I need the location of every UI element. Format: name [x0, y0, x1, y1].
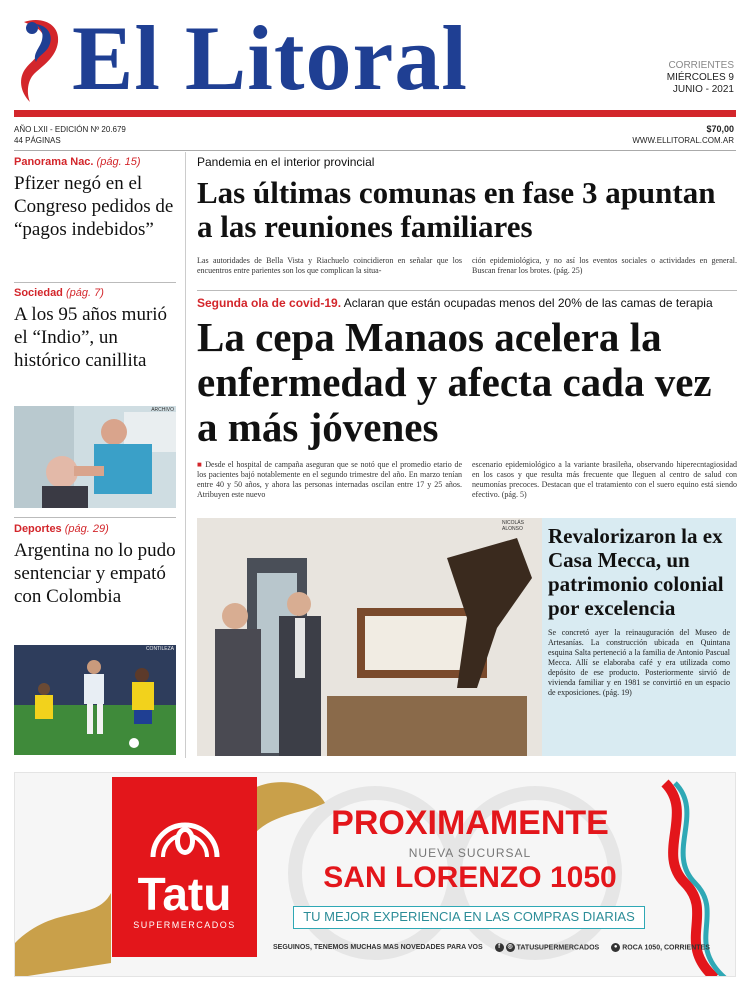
armadillo-logo-icon [149, 797, 221, 861]
edition-day: MIÉRCOLES 9 [666, 72, 734, 83]
story-body [197, 460, 737, 500]
ad-tagline: TU MEJOR EXPERIENCIA EN LAS COMPRAS DIARIAS [293, 906, 645, 929]
page-ref: (pág. 29) [64, 523, 109, 535]
divider [14, 517, 176, 518]
story-cepa-manaos[interactable] [197, 296, 737, 500]
edition-date-box [667, 60, 734, 96]
story-headline[interactable]: La cepa Manaos acelera la enfermedad y afecta cada vez a más jóvenes [197, 314, 712, 450]
photo-credit: CONTILEZA [145, 646, 174, 652]
facebook-icon: f [495, 943, 504, 952]
location-pin-icon: ● [611, 943, 620, 952]
story-body-text: Desde el hospital de campaña aseguran que se notó que el promedio etario de los pacientes bajó notablemente en el segundo trimestre del año. En marzo tenían entre 40 y 50 años, y ahora las personas internadas oscilan entre 17 y 25 años. Atribuyen este nuevo [197, 460, 462, 499]
ad-footer-social[interactable] [495, 943, 600, 952]
ad-footer-location [611, 943, 710, 952]
ad-footer [273, 943, 710, 952]
story-body [197, 256, 737, 276]
ad-address: SAN LORENZO 1050 [323, 861, 617, 894]
story-body-col-1 [197, 460, 462, 500]
ad-brand-name: Tatu [137, 868, 232, 920]
newspaper-title: El Litoral [72, 7, 468, 109]
section-label [14, 523, 176, 535]
website-link[interactable]: WWW.ELLITORAL.COM.AR [632, 136, 734, 145]
price-info [632, 124, 734, 146]
story-headline[interactable]: Pfizer negó en el Congreso pedidos de “pagos indebidos” [14, 173, 174, 240]
divider [14, 282, 176, 283]
masthead-red-rule [14, 110, 736, 117]
story-body-col-2: escenario epidemiológico a la variante brasileña, observando hiperecntagiosidad en los casos y que resulta más frecuente que lleguen al centro de salud con neumonías precoces. Destacan que el tratamiento con el suero equino está siendo efectivo. (pág. 5) [472, 460, 737, 499]
section-name: Deportes [14, 523, 62, 535]
story-casa-mecca[interactable] [542, 518, 736, 756]
page-count: 44 PÁGINAS [14, 136, 61, 145]
left-story-deportes[interactable] [14, 523, 176, 608]
photo-credit: NICOLÁS ALONSO [502, 520, 524, 532]
edition-city: CORRIENTES [668, 60, 734, 71]
ad-brand-card [112, 777, 257, 957]
section-name: Sociedad [14, 287, 63, 299]
ad-headline: PROXIMAMENTE [331, 804, 609, 842]
story-body: Se concretó ayer la reinauguración del Museo de Artesanías. La construcción ubicada en Quintana esquina Salta perteneció a la familia de Antonio Pascual Mecca. Allí se elaboraba café y era utilizada como depósito de ese producto. Posteriormente sirvió de vivienda familiar y en 1981 se convirtió en un espacio de exposiciones. (pág. 19) [548, 628, 730, 697]
bullet-icon: ■ [197, 460, 206, 469]
section-name: Panorama Nac. [14, 156, 94, 168]
photo-casa-mecca-image [197, 518, 542, 756]
story-headline[interactable]: Revalorizaron la ex Casa Mecca, un patrimonio colonial por excelencia [548, 524, 724, 620]
photo-credit: ARCHIVO [151, 407, 174, 413]
story-headline[interactable]: A los 95 años murió el “Indio”, un histórico canillita [14, 304, 168, 371]
section-label [14, 287, 176, 299]
edition-number: AÑO LXII - EDICIÓN Nº 20.679 [14, 125, 126, 134]
advertisement-tatu[interactable] [14, 772, 736, 977]
left-story-sociedad[interactable] [14, 287, 176, 372]
page-ref: (pág. 15) [96, 156, 141, 168]
newspaper-logo-icon [14, 14, 68, 104]
story-kicker-text: Aclaran que están ocupadas menos del 20% de las camas de terapia [343, 296, 713, 310]
story-headline[interactable]: Argentina no lo pudo sentenciar y empató con Colombia [14, 540, 176, 607]
ad-location-text: ROCA 1050, CORRIENTES [622, 944, 710, 952]
section-label [14, 156, 176, 168]
divider [14, 150, 736, 151]
photo-canillita-image [14, 406, 176, 508]
story-kicker-highlight: Segunda ola de covid-19. [197, 296, 342, 310]
photo-canillita[interactable] [14, 406, 176, 508]
story-comunas[interactable] [197, 155, 737, 276]
page-ref: (pág. 7) [65, 287, 104, 299]
left-story-panorama[interactable] [14, 156, 176, 241]
instagram-icon: ◎ [507, 944, 513, 950]
column-divider [185, 152, 186, 758]
ad-footer-text: SEGUINOS, TENEMOS MUCHAS MAS NOVEDADES PARA VOS [273, 944, 483, 951]
photo-football-image [14, 645, 176, 755]
divider [197, 290, 737, 291]
ad-social-handle: TATUSUPERMERCADOS [516, 944, 600, 952]
story-kicker: Pandemia en el interior provincial [197, 155, 375, 169]
story-kicker [197, 296, 737, 310]
story-body-col-2: ción epidemiológica, y no así los eventos sociales o actividades en general. Buscan frenar los brotes. (pág. 25) [472, 256, 737, 275]
photo-casa-mecca[interactable] [197, 518, 542, 756]
ad-subheadline: NUEVA SUCURSAL [408, 846, 532, 860]
edition-info [14, 124, 126, 146]
story-headline[interactable]: Las últimas comunas en fase 3 apuntan a las reuniones familiares [197, 175, 716, 244]
photo-football[interactable] [14, 645, 176, 755]
price: $70,00 [706, 124, 734, 134]
edition-date: JUNIO - 2021 [672, 84, 734, 95]
story-body-col-1: Las autoridades de Bella Vista y Riachuelo coincidieron en señalar que los encuentros entre parientes son los que complican la situa- [197, 256, 462, 275]
ad-brand-subtitle: SUPERMERCADOS [133, 920, 236, 930]
